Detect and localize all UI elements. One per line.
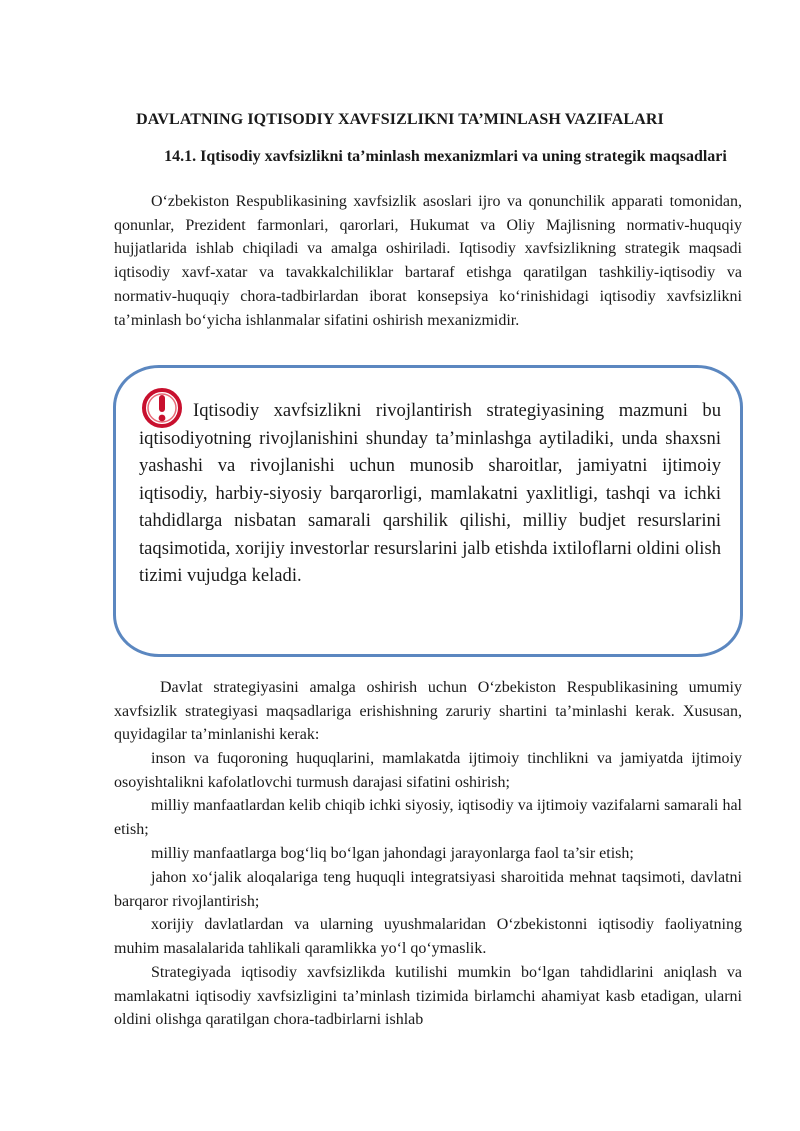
intro-paragraph: O‘zbekiston Respublikasining xavfsizlik asoslari ijro va qonunchilik apparati tomonidan, qonunlar, Prezident farmonlari, qarorlari, Hukumat va Oliy Majlisning normativ-huquqiy hujjatlarida ishlab chiqiladi va amalga oshiriladi. Iqtisodiy xavfsizlikning strategik maqsadi iqtisodiy xavf-xatar va tavakkalchiliklar bartaraf etishga qaratilgan tashkiliy-iqtisodiy va normativ-huquqiy chora-tadbirlardan iborat konsepsiya ko‘rinishidagi iqtisodiy xavfsizlikni ta’minlash bo‘yicha ishlanmalar sifatini oshirish mexanizmidir. xyxy=(114,193,742,329)
strategy-paragraph: Davlat strategiyasini amalga oshirish uchun O‘zbekiston Respublikasining umumiy xavfsizlik strategiyasi maqsadlariga erishishning zaruriy shartini ta’minlashi kerak. Xususan, quyidagilar ta’minlanishi kerak: xyxy=(114,679,742,744)
list-item: jahon xo‘jalik aloqalariga teng huquqli integratsiyasi sharoitida mehnat taqsimoti, davlatni barqaror rivojlantirish; xyxy=(114,869,742,910)
list-item: inson va fuqoroning huquqlarini, mamlakatda ijtimoiy tinchlikni va jamiyatda ijtimoiy osoyishtalikni kafolatlovchi turmush darajasi sifatini oshirish; xyxy=(114,750,742,791)
list-item: milliy manfaatlardan kelib chiqib ichki siyosiy, iqtisodiy va ijtimoiy vazifalarni samarali hal etish; xyxy=(114,797,742,838)
closing-paragraph: Strategiyada iqtisodiy xavfsizlikda kutilishi mumkin bo‘lgan tahdidlarini aniqlash va mamlakatni iqtisodiy xavfsizligini ta’minlash tizimida birlamchi ahamiyat kasb etadigan, ularni oldini olishga qaratilgan chora-tadbirlarni ishlab xyxy=(114,964,742,1029)
document-title: DAVLATNING IQTISODIY XAVFSIZLIKNI TA’MINLASH VAZIFALARI xyxy=(136,111,664,128)
list-item: xorijiy davlatlardan va ularning uyushmalaridan O‘zbekistonni iqtisodiy faoliyatning muhim masalalarida tahlikali qaramlikka yo‘l qo‘ymaslik. xyxy=(114,916,742,957)
callout-text: Iqtisodiy xavfsizlikni rivojlantirish strategiyasining mazmuni bu iqtisodiyotning rivojlanishini shunday ta’minlashga aytiladiki, unda shaxsni yashashi va rivojlanishi uchun munosib sharoitlar, jamiyatni ijtimoiy iqtisodiy, harbiy-siyosiy barqarorligi, mamlakatni yaxlitligi, tashqi va ichki tahdidlarga nisbatan samarali qarshilik qilishi, milliy budjet resurslarini taqsimotida, xorijiy investorlar resurslarini jalb etishda ixtiloflarni oldini olish tizimi vujudga keladi. xyxy=(139,400,721,586)
list-item: milliy manfaatlarga bog‘liq bo‘lgan jahondagi jarayonlarga faol ta’sir etish; xyxy=(151,845,634,862)
section-heading: 14.1. Iqtisodiy xavfsizlikni ta’minlash mexanizmlari va uning strategik maqsadlari xyxy=(164,148,727,165)
